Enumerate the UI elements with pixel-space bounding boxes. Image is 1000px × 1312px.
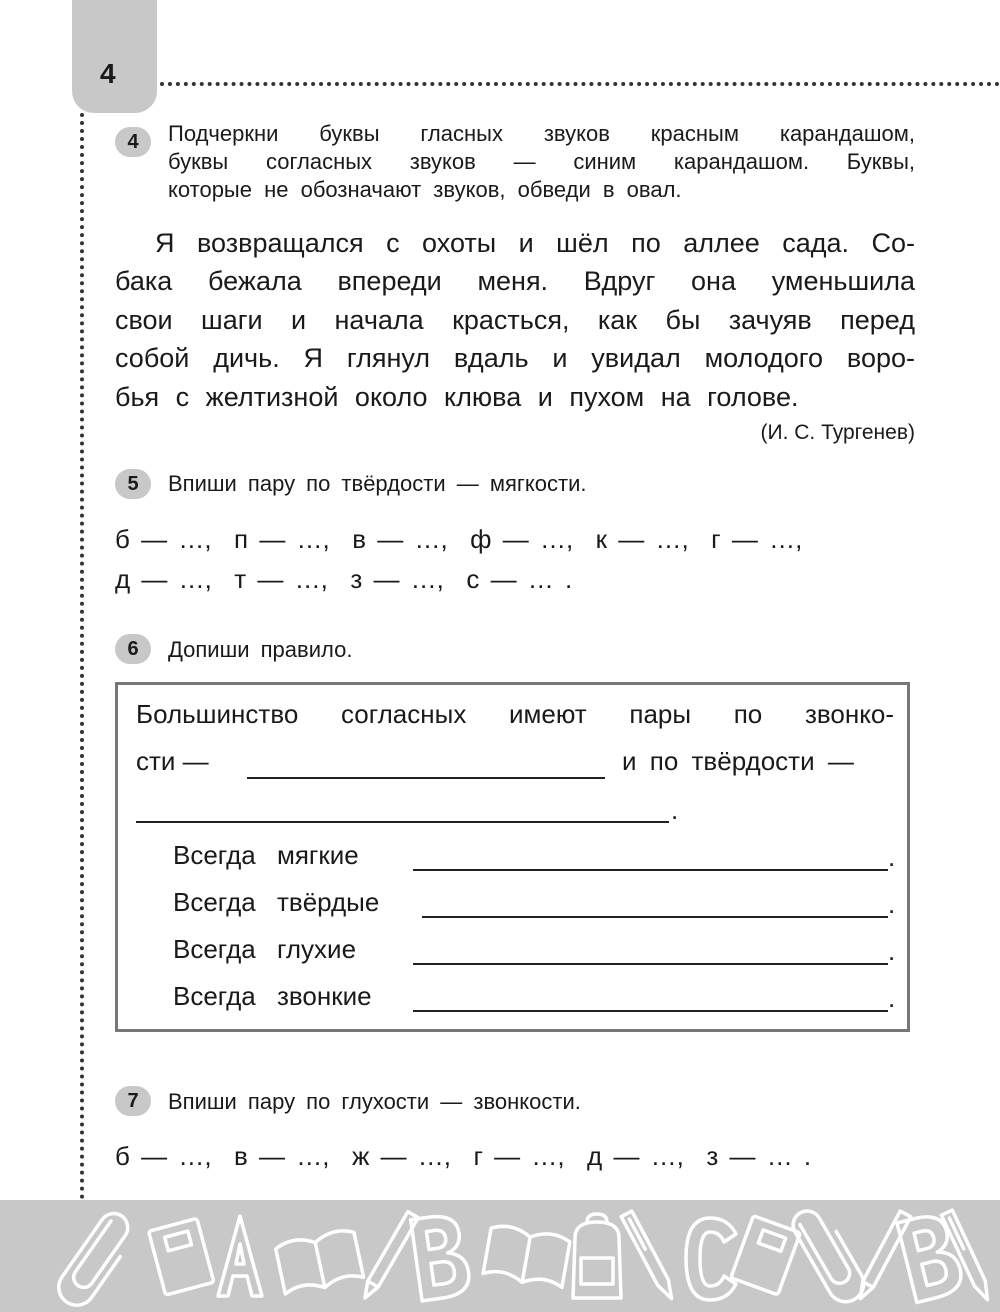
- rule-line-2-start: сти —: [136, 746, 209, 776]
- story-line-4: собой дичь. Я глянул вдаль и увидал молодого воро-: [115, 343, 915, 373]
- always-soft-end: .: [888, 842, 896, 872]
- open-book-icon: [483, 1224, 571, 1290]
- blank-always-voiced[interactable]: [413, 1010, 888, 1012]
- page-number-tab: [72, 0, 157, 113]
- story-line-3: свои шаги и начала красться, как бы зачуяв перед: [115, 305, 915, 335]
- footer-band: [0, 1200, 1000, 1312]
- letter-s-icon: [686, 1218, 736, 1300]
- task-5-instruction: Впиши пару по твёрдости — мягкости.: [168, 471, 587, 496]
- rule-line-1: Большинство согласных имеют пары по звонко-: [136, 699, 894, 729]
- paperclip-icon: [52, 1208, 140, 1312]
- task-7-instruction: Впиши пару по глухости — звонкости.: [168, 1089, 581, 1114]
- blank-voicing-pairs[interactable]: [247, 777, 605, 779]
- paperclip-icon: [788, 1202, 870, 1308]
- always-soft-label: Всегда мягкие: [173, 840, 359, 870]
- always-voiceless-label: Всегда глухие: [173, 934, 357, 964]
- top-dotted-rule: [160, 82, 1000, 86]
- task-4-instruction-line-1: Подчеркни буквы гласных звуков красным карандашом,: [168, 121, 915, 146]
- always-hard-end: .: [888, 889, 896, 919]
- pen-icon: [621, 1211, 677, 1301]
- rule-box: [115, 682, 910, 1032]
- story-line-1: Я возвращался с охоты и шёл по аллее сада. Со-: [155, 228, 915, 258]
- rule-line-2-end: и по твёрдости —: [622, 746, 854, 776]
- always-hard-label: Всегда твёрдые: [173, 887, 380, 917]
- open-book-icon: [275, 1228, 364, 1296]
- story-line-2: бака бежала впереди меня. Вдруг она уменьшила: [115, 266, 915, 296]
- blank-always-voiceless[interactable]: [413, 963, 888, 965]
- blank-hardness-pairs[interactable]: [136, 821, 669, 823]
- task-4-instruction-line-3: которые не обозначают звуков, обведи в овал.: [168, 177, 682, 202]
- blank-always-soft[interactable]: [413, 869, 888, 871]
- story-author: (И. С. Тургенев): [760, 421, 915, 444]
- task-5-letters-line-1: б — …, п — …, в — …, ф — …, к — …, г — …,: [115, 524, 803, 554]
- task-6-instruction: Допиши правило.: [168, 637, 353, 662]
- always-voiceless-end: .: [888, 936, 896, 966]
- task-7-badge: 7: [115, 1086, 151, 1116]
- task-5-badge: 5: [115, 469, 151, 499]
- notebook-icon: [731, 1216, 801, 1295]
- pencil-icon: [855, 1211, 911, 1301]
- always-voiced-end: .: [888, 983, 896, 1013]
- task-4-badge: 4: [115, 127, 151, 157]
- left-dotted-rule: [80, 113, 84, 1200]
- task-7-letters-line: б — …, в — …, ж — …, г — …, д — …, з — … .: [115, 1141, 812, 1171]
- notebook-icon: [149, 1218, 214, 1295]
- letter-a-icon: [218, 1216, 262, 1296]
- pencil-icon: [360, 1212, 418, 1301]
- rule-line-3-end: .: [671, 795, 679, 825]
- letter-v-icon: [411, 1213, 472, 1301]
- task-6-badge: 6: [115, 634, 151, 664]
- blank-always-hard[interactable]: [422, 916, 888, 918]
- story-line-5: бья с желтизной около клюва и пухом на голове.: [115, 382, 799, 412]
- page-number: 4: [100, 58, 116, 89]
- task-5-letters-line-2: д — …, т — …, з — …, с — … .: [115, 564, 573, 594]
- task-4-instruction-line-2: буквы согласных звуков — синим карандашом. Буквы,: [168, 149, 915, 174]
- always-voiced-label: Всегда звонкие: [173, 981, 372, 1011]
- backpack-icon: [573, 1214, 621, 1298]
